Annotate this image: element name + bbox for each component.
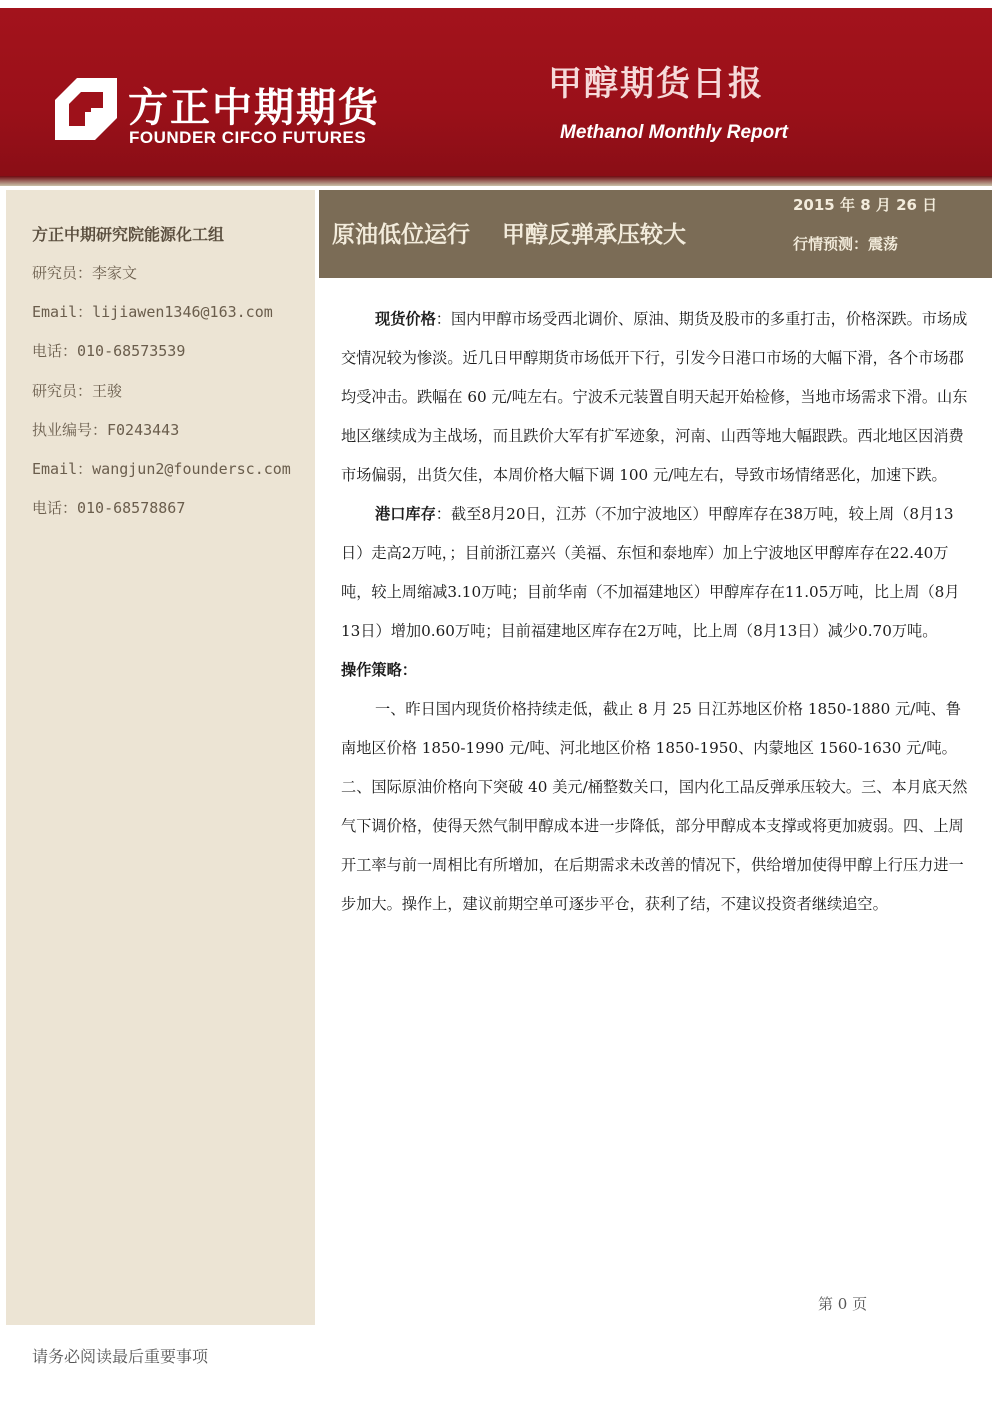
- researcher-2: 研究员：王骏: [32, 381, 123, 400]
- report-subtitle: Methanol Monthly Report: [560, 122, 788, 143]
- researcher-1: 研究员：李家文: [32, 264, 138, 282]
- email-2: Email：wangjun2@foundersc.com: [32, 459, 291, 478]
- logo-text-cn: 方正中期期货: [128, 85, 380, 131]
- research-group: 方正中期研究院能源化工组: [32, 225, 225, 244]
- report-title: 甲醇期货日报: [548, 64, 764, 104]
- report-body: [341, 300, 971, 924]
- market-forecast: 行情预测：震荡: [793, 235, 899, 253]
- port-inventory-label: 港口库存: [375, 505, 436, 523]
- logo-text-en: FOUNDER CIFCO FUTURES: [129, 128, 367, 147]
- phone-1: 电话：010-68573539: [32, 342, 186, 361]
- spot-price-label: 现货价格: [375, 310, 436, 328]
- strategy-label: 操作策略：: [341, 661, 417, 679]
- strategy-heading-paragraph: [341, 651, 971, 690]
- port-inventory-paragraph: [341, 495, 971, 651]
- port-inventory-text: ：截至8月20日，江苏（不加宁波地区）甲醇库存在38万吨，较上周（8月13日）走高2万吨，；目前浙江嘉兴（美福、东恒和泰地库）加上宁波地区甲醇库存在22.40万吨，较上周缩减3.10万吨；目前华南（不加福建地区）甲醇库存在11.05万吨，比上周（8月13日）增加0.60万吨；目前福建地区库存在2万吨，比上周（8月13日）减少0.70万吨。: [341, 505, 960, 640]
- spot-price-paragraph: [341, 300, 971, 495]
- headline: 原油低位运行 甲醇反弹承压较大: [332, 222, 687, 248]
- contact-list: [32, 262, 291, 536]
- page-number: 第 0 页: [818, 1295, 868, 1313]
- footer-note: 请务必阅读最后重要事项: [32, 1347, 209, 1366]
- strategy-text: 一、昨日国内现货价格持续走低，截止 8 月 25 日江苏地区价格 1850-1880 元/吨、鲁南地区价格 1850-1990 元/吨、河北地区价格 1850-1950、内蒙地区 1560-1630 元/吨。二、国际原油价格向下突破 40 美元/桶整数关口，国内化工品反弹承压较大。三、本月底天然气下调价格，使得天然气制甲醇成本进一步降低，部分甲醇成本支撑或将更加疲弱。四、上周开工率与前一周相比有所增加，在后期需求未改善的情况下，供给增加使得甲醇上行压力进一步加大。操作上，建议前期空单可逐步平仓，获利了结，不建议投资者继续追空。: [341, 700, 968, 913]
- email-1: Email：lijiawen1346@163.com: [32, 303, 273, 322]
- license-number: 执业编号：F0243443: [32, 420, 180, 439]
- header-divider: [0, 176, 992, 186]
- strategy-paragraph: [341, 690, 971, 924]
- founder-logo-icon: [55, 78, 117, 140]
- phone-2: 电话：010-68578867: [32, 499, 186, 518]
- spot-price-text: ：国内甲醇市场受西北调价、原油、期货及股市的多重打击，价格深跌。市场成交情况较为惨淡。近几日甲醇期货市场低开下行，引发今日港口市场的大幅下滑，各个市场郡均受冲击。跌幅在 60 元/吨左右。宁波禾元装置自明天起开始检修，当地市场需求下滑。山东地区继续成为主战场，而且跌价大军有扩军迹象，河南、山西等地大幅跟跌。西北地区因消费市场偏弱，出货欠佳，本周价格大幅下调 100 元/吨左右，导致市场情绪恶化，加速下跌。: [341, 310, 968, 484]
- report-date: 2015 年 8 月 26 日: [793, 196, 938, 214]
